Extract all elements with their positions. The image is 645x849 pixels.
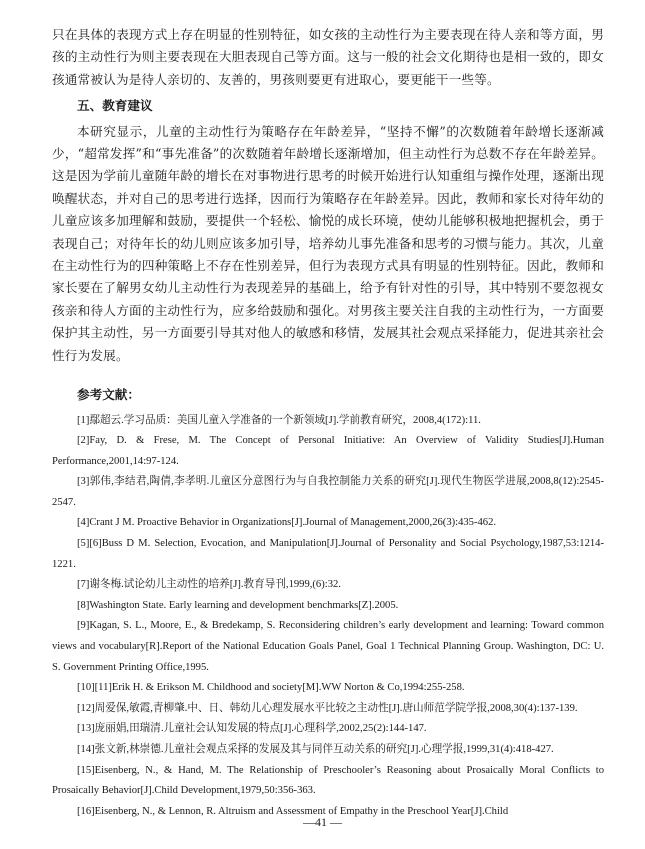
reference-list	[52, 411, 604, 823]
reference-item: [10][11]Erik H. & Erikson M. Childhood and society[M].WW Norton & Co,1994:255-258.	[77, 682, 465, 694]
reference-item: [9]Kagan, S. L., Moore, E., & Bredekamp, S. Reconsidering children’s early development and learning: Toward common views and vocabulary[R].Report of the National Education Goals Panel, Goal 1 Technical Planning Group. Washington, DC: U. S. Government Printing Office,1995.	[52, 620, 604, 673]
reference-item: [7]谢冬梅.试论幼儿主动性的培养[J].教育导刊,1999,(6):32.	[77, 579, 341, 591]
reference-item: [5][6]Buss D M. Selection, Evocation, and Manipulation[J].Journal of Personality and Social Psychology,1987,53:1214-1221.	[52, 538, 604, 570]
reference-item: [1]鄢超云.学习品质：美国儿童入学准备的一个新领域[J].学前教育研究，2008,4(172):11.	[77, 414, 481, 426]
reference-item: [8]Washington State. Early learning and development benchmarks[Z].2005.	[77, 599, 399, 611]
reference-item: [4]Crant J M. Proactive Behavior in Organizations[J].Journal of Management,2000,26(3):435-462.	[77, 517, 497, 529]
paper-page	[52, 24, 604, 822]
references-heading: 参考文献：	[77, 387, 140, 403]
reference-item: [3]郭伟,李结君,陶倩,李孝明.儿童区分意图行为与自我控制能力关系的研究[J].现代生物医学进展,2008,8(12):2545-2547.	[52, 476, 604, 508]
intro-paragraph: 只在具体的表现方式上存在明显的性别特征，如女孩的主动性行为主要表现在待人亲和等方面，男孩的主动性行为则主要表现在大胆表现自己等方面。这与一般的社会文化期待也是相一致的，即女孩通常被认为是待人亲切的、友善的，男孩则要更有进取心，要更能干一些等。	[52, 27, 604, 87]
page-number: —41 —	[303, 815, 342, 829]
section-paragraph: 本研究显示，儿童的主动性行为策略存在年龄差异，“坚持不懈”的次数随着年龄增长逐渐减少，“超常发挥”和“事先准备”的次数随着年龄增长逐渐增加，但主动性行为总数不存在年龄差异。这是因为学前儿童随年龄的增长在对事物进行思考的时候开始进行认知重组与操作处理，逐渐出现唤醒状态，并对自己的思考进行选择，因而行为策略存在年龄差异。因此，教师和家长对待年幼的儿童应该多加理解和鼓励，要提供一个轻松、愉悦的成长环境，使幼儿能够积极地把握机会，勇于表现自己；对待年长的幼儿则应该多加引导，培养幼儿事先准备和思考的习惯与能力。其次，儿童在主动性行为的四种策略上不存在性别差异，但行为表现方式具有明显的性别特征。因此，教师和家长要在了解男女幼儿主动性行为表现差异的基础上，给予有针对性的引导，其中特别不要忽视女孩亲和待人方面的主动性行为，应多给鼓励和强化。对男孩主要关注自我的主动性行为，一方面要保护其主动性，另一方面要引导其对他人的敏感和移情，发展其社会观点采择能力，促进其亲社会性行为发展。	[52, 123, 604, 363]
reference-item: [15]Eisenberg, N., & Hand, M. The Relationship of Preschooler’s Reasoning about Prosaically Moral Conflicts to Prosaically Behavior[J].Child Development,1979,50:356-363.	[52, 764, 604, 797]
reference-item: [2]Fay, D. & Frese, M. The Concept of Personal Initiative: An Overview of Validity Studies[J].Human Performance,2001,14:97-124.	[52, 435, 604, 467]
reference-item: [14]张文新,林崇德.儿童社会观点采择的发展及其与同伴互动关系的研究[J].心理学报,1999,31(4):418-427.	[77, 744, 554, 755]
reference-item: [13]庞丽娟,田瑞清.儿童社会认知发展的特点[J].心理科学,2002,25(2):144-147.	[77, 723, 427, 735]
reference-item: [16]Eisenberg, N., & Lennon, R. Altruism and Assessment of Empathy in the Preschool Year[J].Child	[77, 805, 509, 817]
reference-item: [12]周爱保,敏霞,青柳肇.中、日、韩幼儿心理发展水平比较之主动性[J].唐山师范学院学报,2008,30(4):137-139.	[77, 702, 578, 714]
section-heading: 五、教育建议	[77, 98, 153, 114]
